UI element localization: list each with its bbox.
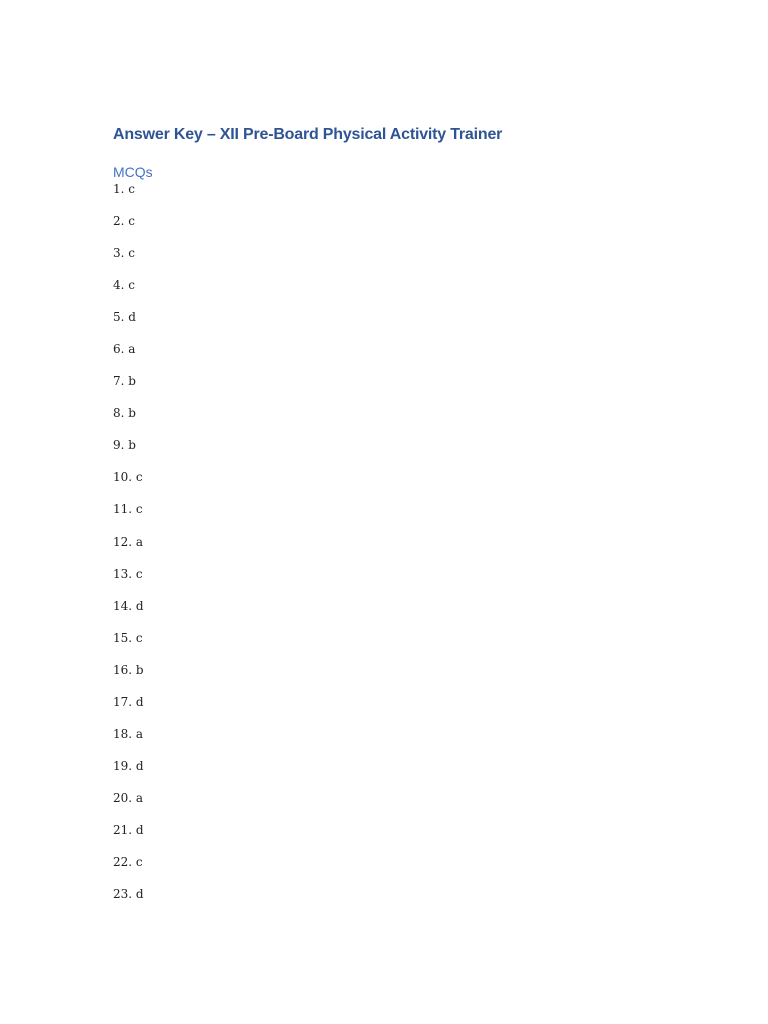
answer-item: 3. c [113,246,135,261]
answer-item: 2. c [113,214,135,229]
answer-item: 21. d [113,822,144,837]
answer-item: 12. a [113,534,144,549]
document-title: Answer Key – XII Pre-Board Physical Activity Trainer [113,126,503,143]
answer-item: 4. c [113,278,135,293]
answer-item: 1. c [113,182,135,196]
answer-item: 9. b [113,438,136,453]
answer-item: 17. d [113,694,144,709]
answer-item: 19. d [113,758,144,773]
document-body [113,124,673,919]
answer-list [113,182,673,919]
answer-item: 5. d [113,310,136,325]
answer-item: 11. c [113,502,143,517]
answer-item: 16. b [113,662,144,677]
answer-item: 6. a [113,342,136,357]
answer-item: 7. b [113,374,136,389]
answer-item: 13. c [113,566,143,581]
answer-item: 23. d [113,887,144,902]
answer-item: 20. a [113,790,144,805]
answer-item: 22. c [113,854,143,869]
answer-item: 8. b [113,406,136,421]
answer-item: 15. c [113,630,143,645]
answer-item: 18. a [113,726,144,741]
section-heading-mcqs: MCQs [113,164,153,180]
answer-item: 10. c [113,470,143,485]
answer-item: 14. d [113,598,144,613]
